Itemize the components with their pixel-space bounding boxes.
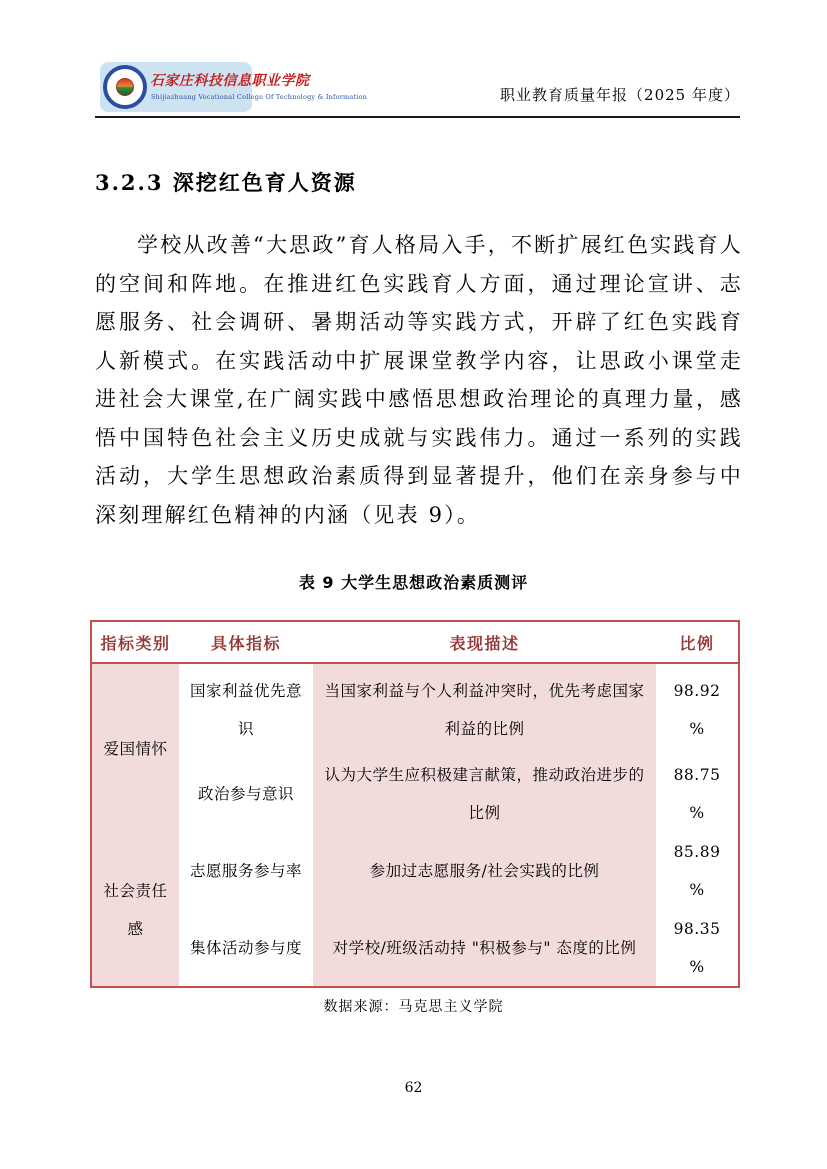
value-unit: % <box>689 957 705 976</box>
indicator-cell: 志愿服务参与率 <box>189 862 302 880</box>
report-title: 职业教育质量年报（2025 年度） <box>500 86 740 104</box>
category-cell: 爱国情怀 <box>91 663 179 833</box>
value-cell <box>656 909 739 987</box>
description-cell: 参加过志愿服务/社会实践的比例 <box>313 833 656 909</box>
indicator-cell: 集体活动参与度 <box>189 938 302 957</box>
header-divider <box>95 116 740 118</box>
table-header-row <box>91 621 739 663</box>
page-number: 62 <box>404 1080 423 1096</box>
college-logo <box>100 62 368 112</box>
college-name-cn: 石家庄科技信息职业学院 <box>150 73 310 89</box>
col-header-ratio: 比例 <box>656 621 739 663</box>
evaluation-table <box>90 620 740 988</box>
table-row <box>91 663 739 755</box>
description-cell: 当国家利益与个人利益冲突时，优先考虑国家利益的比例 <box>313 663 656 755</box>
body-paragraph: 学校从改善“大思政”育人格局入手，不断扩展红色实践育人的空间和阵地。在推进红色实践育人方面，通过理论宣讲、志愿服务、社会调研、暑期活动等实践方式，开辟了红色实践育人新模式。在实践活动中扩展课堂教学内容，让思政小课堂走进社会大课堂,在广阔实践中感悟思想政治理论的真理力量，感悟中国特色社会主义历史成就与实践伟力。通过一系列的实践活动，大学生思想政治素质得到显著提升，他们在亲身参与中深刻理解红色精神的内涵（见表 9）。 <box>95 233 743 527</box>
indicator-cell: 国家利益优先意识 <box>189 681 302 738</box>
indicator-cell: 政治参与意识 <box>197 785 294 803</box>
value-number: 98.92 <box>673 681 721 700</box>
value-unit: % <box>689 804 705 822</box>
college-name-en: Shijiazhuang Vocational College Of Technology & Information <box>151 93 368 101</box>
value-number: 85.89 <box>673 843 721 861</box>
value-cell <box>656 833 739 909</box>
table-row <box>91 909 739 987</box>
category-cell: 社会责任感 <box>91 833 179 987</box>
section-heading: 3.2.3 深挖红色育人资源 <box>95 170 357 195</box>
value-cell <box>656 755 739 833</box>
table-row <box>91 833 739 909</box>
col-header-category: 指标类别 <box>91 621 179 663</box>
table-row <box>91 755 739 833</box>
table-caption: 表 9 大学生思想政治素质测评 <box>298 573 529 592</box>
description-cell: 对学校/班级活动持 "积极参与" 态度的比例 <box>313 909 656 987</box>
value-unit: % <box>689 719 705 738</box>
description-cell: 认为大学生应积极建言献策，推动政治进步的比例 <box>313 755 656 833</box>
college-emblem-icon <box>103 65 147 109</box>
value-number: 98.35 <box>673 919 721 938</box>
value-cell <box>656 663 739 755</box>
col-header-description: 表现描述 <box>313 621 656 663</box>
data-source-note: 数据来源：马克思主义学院 <box>323 999 504 1015</box>
value-unit: % <box>689 881 705 899</box>
col-header-indicator: 具体指标 <box>179 621 313 663</box>
value-number: 88.75 <box>673 766 721 784</box>
emblem-core-icon <box>116 78 134 96</box>
